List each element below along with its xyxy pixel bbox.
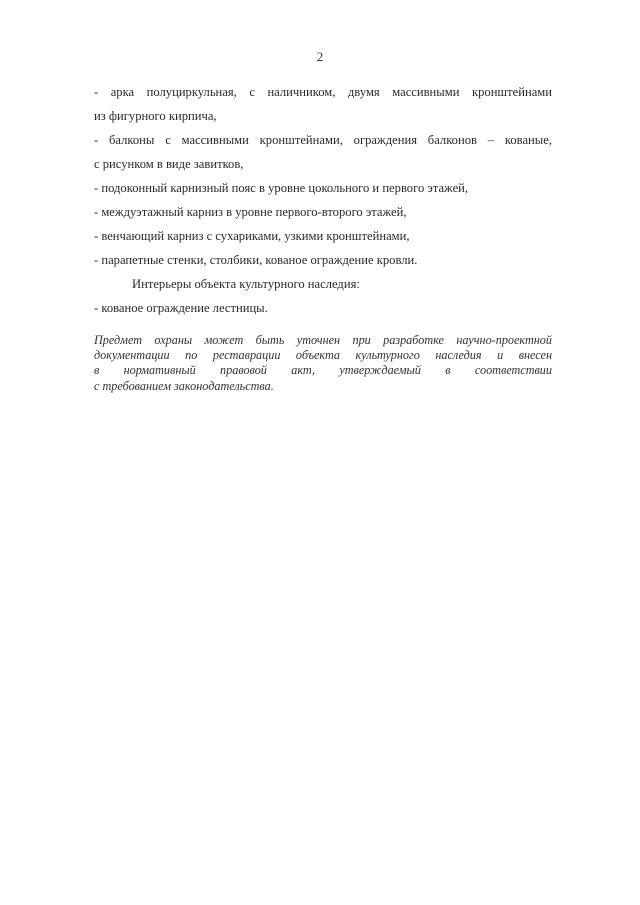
list-item-window-cornice: - подоконный карнизный пояс в уровне цокольного и первого этажей, bbox=[94, 181, 469, 195]
protection-subject-list bbox=[94, 80, 552, 320]
note-line: документации по реставрации объекта культурного наследия и внесен bbox=[94, 348, 552, 363]
list-item-staircase-railing: - кованое ограждение лестницы. bbox=[94, 301, 268, 315]
note-line: с требованием законодательства. bbox=[94, 378, 274, 393]
list-item-crowning-cornice: - венчающий карниз с сухариками, узкими кронштейнами, bbox=[94, 229, 410, 243]
list-item-arch: - арка полуциркульная, с наличником, двумя массивными кронштейнами bbox=[94, 85, 552, 99]
interiors-heading: Интерьеры объекта культурного наследия: bbox=[132, 277, 360, 291]
list-item-arch-cont: из фигурного кирпича, bbox=[94, 109, 217, 123]
list-item-balconies-cont: с рисунком в виде завитков, bbox=[94, 157, 244, 171]
list-item-balconies: - балконы с массивными кронштейнами, ограждения балконов – кованые, bbox=[94, 133, 552, 147]
note-line: Предмет охраны может быть уточнен при разработке научно-проектной bbox=[94, 333, 552, 347]
page-number: 2 bbox=[316, 49, 324, 64]
note-paragraph bbox=[94, 333, 552, 394]
list-item-parapet: - парапетные стенки, столбики, кованое ограждение кровли. bbox=[94, 253, 418, 267]
note-line: в нормативный правовой акт, утверждаемый в соответствии bbox=[94, 363, 552, 378]
list-item-interfloor-cornice: - междуэтажный карниз в уровне первого-второго этажей, bbox=[94, 205, 407, 219]
